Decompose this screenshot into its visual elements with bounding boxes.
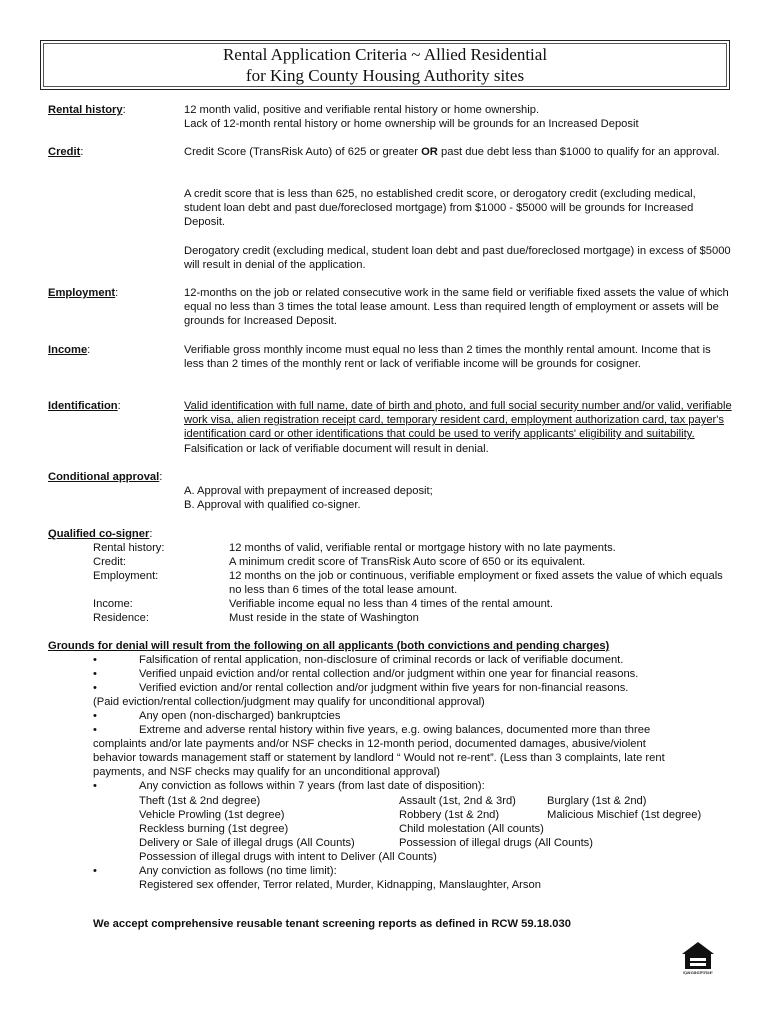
- bullet-5: •: [93, 724, 97, 736]
- cosigner-credit-value: A minimum credit score of TransRisk Auto score of 650 or its equivalent.: [229, 556, 586, 568]
- cosigner-label: Qualified co-signer:: [48, 528, 153, 540]
- credit-paragraph-3: Derogatory credit (excluding medical, student loan debt and past due/foreclosed mortgage) in excess of $5000 will result in denial of the application.: [184, 245, 731, 272]
- offense-possession-drugs: Possession of illegal drugs (All Counts): [399, 837, 594, 849]
- cosigner-income-value: Verifiable income equal no less than 4 times of the rental amount.: [229, 598, 554, 610]
- identification-label: Identification:: [48, 400, 121, 412]
- denial-item-4: Any open (non-discharged) bankruptcies: [139, 710, 341, 722]
- cosigner-employment-label: Employment:: [93, 570, 159, 582]
- conditional-option-b: B. Approval with qualified co-signer.: [184, 499, 361, 511]
- page-title-line-1: Rental Application Criteria ~ Allied Residential: [222, 45, 548, 64]
- cosigner-residence-value: Must reside in the state of Washington: [229, 612, 419, 624]
- offense-reckless-burning: Reckless burning (1st degree): [139, 823, 289, 835]
- denial-item-5-line-4: payments, and NSF checks may qualify for an unconditional approval): [93, 766, 440, 778]
- denial-item-7-list: Registered sex offender, Terror related, Murder, Kidnapping, Manslaughter, Arson: [139, 879, 541, 891]
- conditional-approval-label: Conditional approval:: [48, 471, 163, 483]
- employment-text: 12-months on the job or related consecutive work in the same field or verifiable fixed assets the value of which equal no less than 3 times the total lease amount. Less than required length of employment or assets will be grounds for Increased Deposit.: [184, 287, 729, 328]
- offense-theft: Theft (1st & 2nd degree): [139, 795, 261, 807]
- offense-malicious-mischief: Malicious Mischief (1st degree): [547, 809, 702, 821]
- denial-item-5-line-2: complaints and/or late payments and/or NSF checks in 12-month period, documented damages, abusive/violent: [93, 738, 646, 750]
- offense-vehicle-prowling: Vehicle Prowling (1st degree): [139, 809, 285, 821]
- denial-item-7: Any conviction as follows (no time limit):: [139, 865, 337, 877]
- denial-item-6: Any conviction as follows within 7 years (from last date of disposition):: [139, 780, 485, 792]
- offense-child-molestation: Child molestation (All counts): [399, 823, 544, 835]
- denial-item-3-note: (Paid eviction/rental collection/judgment may qualify for unconditional approval): [93, 696, 485, 708]
- credit-paragraph-1: Credit Score (TransRisk Auto) of 625 or greater OR past due debt less than $1000 to qualify for an approval.: [184, 146, 720, 158]
- denial-item-3: Verified eviction and/or rental collection and/or judgment within five years for non-financial reasons.: [139, 682, 629, 694]
- denial-item-5-line-3: behavior towards management staff or statement by landlord “ Would not re-rent”. (Less than 3 complaints, late rent: [93, 752, 665, 764]
- denial-item-2: Verified unpaid eviction and/or rental collection and/or judgment within one year for financial reasons.: [139, 668, 639, 680]
- rental-history-line-2: Lack of 12-month rental history or home ownership will be grounds for an Increased Deposit: [184, 118, 639, 131]
- cosigner-employment-value: 12 months on the job or continuous, verifiable employment or fixed assets the value of which equals no less than 6 times of the total lease amount.: [229, 570, 723, 597]
- rental-history-label: Rental history:: [48, 104, 126, 116]
- title-box: [40, 40, 730, 90]
- cosigner-rental-history-value: 12 months of valid, verifiable rental or mortgage history with no late payments.: [229, 542, 616, 554]
- cosigner-residence-label: Residence:: [93, 612, 149, 624]
- offense-burglary: Burglary (1st & 2nd): [547, 795, 647, 807]
- credit-label: Credit:: [48, 146, 84, 158]
- bullet-7: •: [93, 865, 97, 877]
- bullet-2: •: [93, 668, 97, 680]
- equal-housing-icon: [680, 940, 716, 980]
- rental-history-line-1: 12 month valid, positive and verifiable rental history or home ownership.: [184, 104, 540, 116]
- offense-robbery: Robbery (1st & 2nd): [399, 809, 500, 821]
- conditional-option-a: A. Approval with prepayment of increased deposit;: [184, 485, 433, 497]
- credit-paragraph-2: A credit score that is less than 625, no established credit score, or derogatory credit (excluding medical, student loan debt and past due/foreclosed mortgage) from $1000 - $5000 will be grounds for Increased Deposit.: [184, 188, 696, 229]
- income-label: Income:: [48, 344, 91, 356]
- offense-intent-to-deliver: Possession of illegal drugs with intent to Deliver (All Counts): [139, 851, 437, 863]
- bullet-1: •: [93, 654, 97, 666]
- page-title-line-2: for King County Housing Authority sites: [245, 66, 525, 85]
- rental-history-text: [184, 103, 732, 131]
- bullet-6: •: [93, 780, 97, 792]
- equal-housing-text: EQUAL HOUSING OPPORTUNITY: [683, 971, 713, 975]
- offense-assault: Assault (1st, 2nd & 3rd): [399, 795, 516, 807]
- denial-item-1: Falsification of rental application, non-disclosure of criminal records or lack of verifiable document.: [139, 654, 624, 666]
- cosigner-rental-history-label: Rental history:: [93, 542, 165, 554]
- cosigner-income-label: Income:: [93, 598, 133, 610]
- offense-delivery-drugs: Delivery or Sale of illegal drugs (All Counts): [139, 837, 355, 849]
- footer-statement: We accept comprehensive reusable tenant screening reports as defined in RCW 59.18.030: [93, 918, 571, 930]
- bullet-4: •: [93, 710, 97, 722]
- bullet-3: •: [93, 682, 97, 694]
- denial-heading: Grounds for denial will result from the following on all applicants (both convictions and pending charges): [48, 640, 610, 652]
- denial-item-5: Extreme and adverse rental history within five years, e.g. owing balances, documented more than three: [139, 724, 651, 736]
- cosigner-credit-label: Credit:: [93, 556, 126, 568]
- identification-text: Valid identification with full name, date of birth and photo, and full social security number and/or valid, verifiable work visa, alien registration receipt card, temporary resident card, employment authorization card, tax payer's identification card or other identifications that could be used to verify applicants' eligibility and suitability. Falsification or lack of verifiable document will result in denial.: [184, 400, 732, 455]
- employment-label: Employment:: [48, 287, 119, 299]
- income-text: Verifiable gross monthly income must equal no less than 2 times the monthly rental amount. Income that is less than 2 times of the monthly rent or lack of verifiable income will be grounds for cosigner.: [184, 344, 711, 371]
